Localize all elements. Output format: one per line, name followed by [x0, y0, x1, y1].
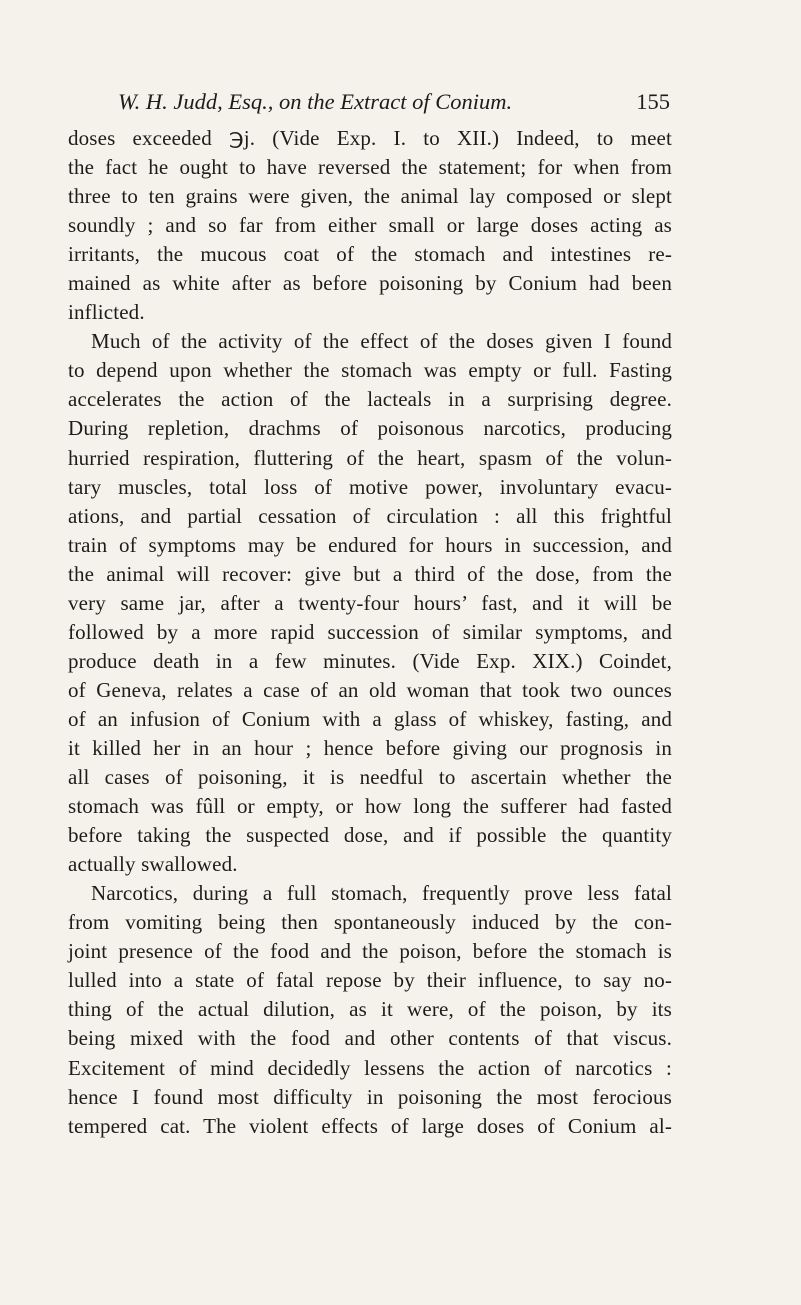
text-line: thing of the actual dilution, as it were, of the poison, by its	[68, 997, 672, 1022]
text-line: ations, and partial cessation of circulation : all this frightful	[68, 503, 672, 528]
page-number: 155	[636, 89, 670, 114]
text-line: joint presence of the food and the poison, before the stomach is	[68, 939, 672, 964]
text-line: doses exceeded ℈j. (Vide Exp. I. to XII.) Indeed, to meet	[68, 126, 672, 150]
text-line: tempered cat. The violent effects of large doses of Conium al-	[68, 1113, 672, 1138]
text-line: all cases of poisoning, it is needful to ascertain whether the	[68, 765, 672, 790]
text-line: before taking the suspected dose, and if possible the quantity	[68, 823, 672, 848]
text-line: it killed her in an hour ; hence before giving our prognosis in	[68, 735, 672, 760]
text-line: of Geneva, relates a case of an old woman that took two ounces	[68, 677, 672, 702]
text-line: of an infusion of Conium with a glass of whiskey, fasting, and	[68, 706, 672, 731]
text-line: tary muscles, total loss of motive power, involuntary evacu-	[68, 474, 672, 499]
text-line: mained as white after as before poisoning by Conium had been	[68, 271, 672, 296]
running-head-title: W. H. Judd, Esq., on the Extract of Conium.	[118, 89, 513, 114]
text-line: inflicted.	[68, 300, 145, 325]
text-line: Narcotics, during a full stomach, frequently prove less fatal	[91, 881, 672, 906]
text-line: very same jar, after a twenty-four hours’ fast, and it will be	[68, 590, 672, 615]
text-line: lulled into a state of fatal repose by their influence, to say no-	[68, 968, 672, 993]
text-line: the fact he ought to have reversed the statement; for when from	[68, 155, 672, 180]
running-head	[118, 89, 670, 125]
text-line: followed by a more rapid succession of similar symptoms, and	[68, 619, 672, 644]
text-line: Excitement of mind decidedly lessens the action of narcotics :	[68, 1055, 672, 1080]
text-line: train of symptoms may be endured for hours in succession, and	[68, 532, 672, 557]
text-line: soundly ; and so far from either small or large doses acting as	[68, 213, 672, 238]
text-line: from vomiting being then spontaneously induced by the con-	[68, 910, 672, 935]
text-line: actually swallowed.	[68, 852, 238, 877]
text-line: three to ten grains were given, the animal lay composed or slept	[68, 184, 672, 209]
text-line: During repletion, drachms of poisonous narcotics, producing	[68, 416, 672, 441]
text-line: to depend upon whether the stomach was empty or full. Fasting	[68, 358, 672, 383]
text-line: hurried respiration, fluttering of the heart, spasm of the volun-	[68, 445, 672, 470]
text-line: being mixed with the food and other contents of that viscus.	[68, 1026, 672, 1051]
body-text	[68, 124, 672, 1141]
text-line: irritants, the mucous coat of the stomach and intestines re-	[68, 242, 672, 267]
text-line: hence I found most difficulty in poisoning the most ferocious	[68, 1084, 672, 1109]
text-line: produce death in a few minutes. (Vide Exp. XIX.) Coindet,	[68, 648, 672, 673]
text-line: the animal will recover: give but a third of the dose, from the	[68, 561, 672, 586]
text-line: accelerates the action of the lacteals in a surprising degree.	[68, 387, 672, 412]
text-line: stomach was fûll or empty, or how long the sufferer had fasted	[68, 794, 672, 819]
text-line: Much of the activity of the effect of the doses given I found	[91, 329, 672, 354]
